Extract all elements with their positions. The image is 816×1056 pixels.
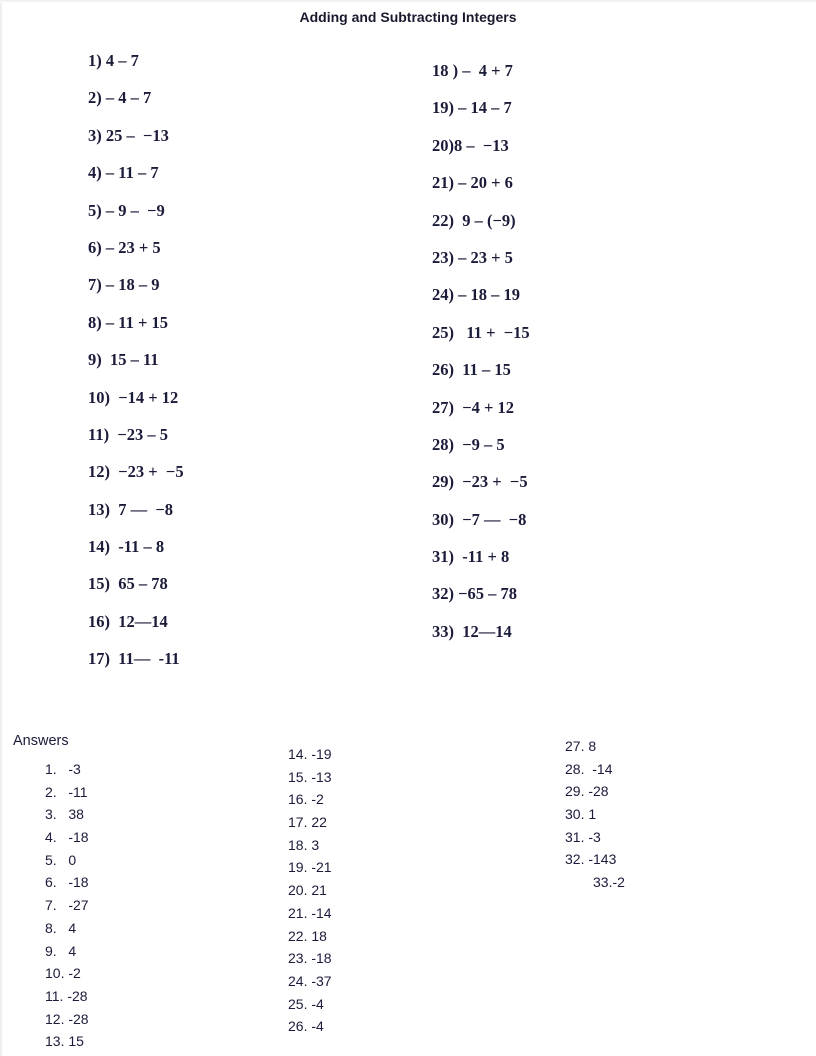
problem-item: 19) – 14 – 7: [432, 98, 512, 118]
problem-item: 33) 12—14: [432, 621, 512, 641]
answer-item: 1. -3: [45, 761, 81, 777]
answer-item: 30. 1: [565, 806, 597, 823]
problem-item: 26) 11 – 15: [432, 360, 511, 380]
problem-item: 18 ) – 4 + 7: [432, 61, 513, 80]
problem-item: 23) – 23 + 5: [432, 247, 513, 267]
answer-item: 18. 3: [288, 836, 320, 853]
problem-item: 10) −14 + 12: [88, 387, 179, 407]
answer-item: 20. 21: [288, 882, 327, 899]
answer-item: 3. 38: [45, 806, 84, 823]
answer-item: 21. -14: [288, 904, 332, 921]
page-edge-shading-top: [0, 0, 816, 3]
answer-item: 23. -18: [288, 950, 332, 967]
problem-item: 32) −65 – 78: [432, 584, 518, 604]
answer-item: 4. -18: [45, 829, 89, 846]
answers-column-2: [288, 743, 332, 1038]
answer-item: 32. -143: [565, 851, 617, 868]
problem-item: 8) – 11 + 15: [88, 312, 168, 332]
problem-item: 9) 15 – 11: [88, 350, 159, 370]
answers-column-3: [565, 735, 625, 894]
problem-item: 16) 12—14: [88, 611, 168, 631]
problem-item: 12) −23 + −5: [88, 462, 184, 482]
problem-item: 17) 11— -11: [88, 649, 180, 669]
problem-item: 6) – 23 + 5: [88, 237, 161, 257]
answer-item: 27. 8: [565, 738, 597, 754]
problem-item: 1) 4 – 7: [88, 51, 139, 70]
answer-item: 8. 4: [45, 919, 77, 936]
answer-item: 26. -4: [288, 1018, 324, 1035]
answer-item: 2. -11: [45, 783, 88, 800]
problem-item: 11) −23 – 5: [88, 424, 168, 444]
problem-item: 29) −23 + −5: [432, 472, 528, 492]
answer-item: 11. -28: [45, 987, 88, 1004]
answer-item: 16. -2: [288, 791, 324, 808]
answer-item: 17. 22: [288, 814, 327, 831]
answer-item: 25. -4: [288, 995, 324, 1012]
problem-item: 21) – 20 + 6: [432, 173, 513, 193]
answer-item: 15. -13: [288, 768, 332, 785]
answers-heading: Answers: [13, 733, 69, 749]
problem-item: 13) 7 — −8: [88, 499, 174, 519]
answer-item: 5. 0: [45, 851, 77, 868]
problem-item: 5) – 9 – −9: [88, 200, 165, 220]
problem-item: 2) – 4 – 7: [88, 88, 152, 108]
answer-item: 9. 4: [45, 942, 77, 959]
problem-item: 24) – 18 – 19: [432, 285, 520, 305]
page-edge-shading-left: [0, 0, 3, 1056]
answer-item: 24. -37: [288, 972, 332, 989]
answers-column-1: [45, 758, 89, 1053]
problem-item: 28) −9 – 5: [432, 434, 505, 454]
answer-item: 19. -21: [288, 859, 332, 876]
problem-item: 27) −4 + 12: [432, 397, 515, 417]
problem-item: 14) -11 – 8: [88, 537, 165, 557]
problems-column-right: [432, 52, 752, 650]
answer-item: 13. 15: [45, 1033, 84, 1050]
problem-item: 7) – 18 – 9: [88, 275, 160, 295]
problem-item: 30) −7 — −8: [432, 509, 527, 529]
problem-item: 15) 65 – 78: [88, 574, 168, 594]
problem-item: 20)8 – −13: [432, 135, 509, 155]
answer-item: 28. -14: [565, 760, 613, 777]
answer-item: 10. -2: [45, 965, 81, 982]
answer-item: 12. -28: [45, 1010, 89, 1027]
page-title: Adding and Subtracting Integers: [299, 9, 517, 25]
problem-item: 22) 9 – (−9): [432, 210, 516, 230]
answer-item: 22. 18: [288, 927, 327, 944]
problem-item: 25) 11 + −15: [432, 322, 530, 342]
answer-item: 33.-2: [593, 874, 625, 891]
answer-item: 14. -19: [288, 746, 332, 762]
problems-column-left: [88, 42, 388, 678]
problem-item: 3) 25 – −13: [88, 125, 169, 145]
problem-item: 4) – 11 – 7: [88, 163, 159, 183]
answer-item: 6. -18: [45, 874, 89, 891]
answer-item: 31. -3: [565, 828, 601, 845]
problem-item: 31) -11 + 8: [432, 547, 510, 567]
answer-item: 7. -27: [45, 897, 89, 914]
answer-item: 29. -28: [565, 783, 609, 800]
